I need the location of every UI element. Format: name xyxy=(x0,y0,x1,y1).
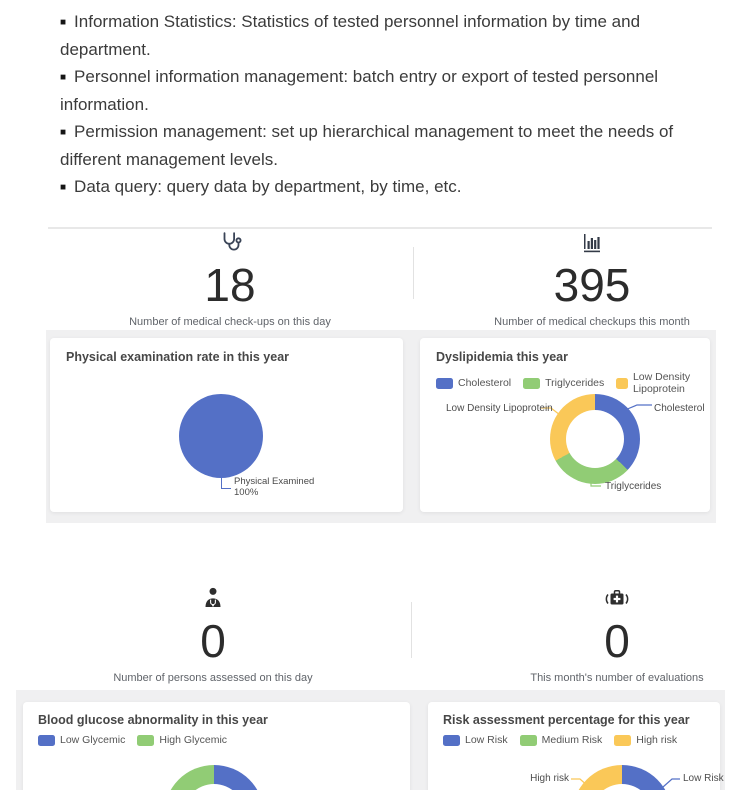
stat-persons-assessed-today xyxy=(53,586,373,684)
blood-glucose-donut[interactable] xyxy=(164,765,264,790)
chart-legend xyxy=(436,371,710,395)
legend-swatch xyxy=(436,378,453,389)
legend-item-low-density-lipoprotein[interactable] xyxy=(616,371,710,395)
risk-assessment-donut[interactable] xyxy=(572,765,672,790)
legend-label: Low Density Lipoprotein xyxy=(632,371,691,395)
callout-label-high-risk: High risk xyxy=(530,773,569,784)
chart-title: Dyslipidemia this year xyxy=(436,350,569,364)
legend-label: High Glycemic xyxy=(159,734,228,746)
top-stats-top-border xyxy=(48,227,712,229)
bar-chart-icon xyxy=(580,230,604,254)
doctor-stethoscope-dot xyxy=(212,605,214,607)
legend-swatch xyxy=(616,378,628,389)
legend-item-triglycerides[interactable] xyxy=(523,377,604,389)
physical-examined-pie[interactable] xyxy=(179,394,263,478)
stat-medical-checkups-month xyxy=(432,230,750,328)
legend-swatch xyxy=(614,735,631,746)
intro-item-text: Data query: query data by department, by time, etc. xyxy=(74,177,462,196)
legend-label: Medium Risk xyxy=(541,734,603,746)
low-risk-leader-line xyxy=(663,779,680,787)
stethoscope-u xyxy=(225,233,235,244)
card-risk-assessment-percentage xyxy=(428,702,724,790)
pie-label-value: 100% xyxy=(234,486,259,498)
chart-title: Physical examination rate in this year xyxy=(66,350,290,364)
legend-label: Low Glycemic xyxy=(60,734,126,746)
stat-value: 18 xyxy=(204,259,256,311)
legend-item-medium-risk[interactable] xyxy=(520,734,603,746)
callout-label-cholesterol: Cholesterol xyxy=(654,403,705,414)
pie-label-name: Physical Examined xyxy=(234,476,315,487)
axis-vertical xyxy=(584,234,586,249)
callout-label-triglycerides: Triglycerides xyxy=(605,481,662,492)
card-physical-examination-rate xyxy=(50,338,403,512)
intro-item xyxy=(60,63,705,118)
dyslipidemia-donut[interactable] xyxy=(550,394,640,484)
side-arc-left xyxy=(606,595,608,604)
stethoscope-icon xyxy=(218,230,242,254)
stat-value: 395 xyxy=(553,259,631,311)
bar xyxy=(594,240,596,249)
legend-swatch xyxy=(523,378,540,389)
kit-handle xyxy=(615,591,620,594)
bar xyxy=(597,237,599,249)
stat-label: Number of medical check-ups on this day xyxy=(129,316,331,329)
intro-item xyxy=(60,8,705,63)
stat-label: Number of persons assessed on this day xyxy=(113,672,313,685)
intro-item-text: Personnel information management: batch entry or export of tested personnel information. xyxy=(60,67,659,114)
stat-label: Number of medical checkups this month xyxy=(494,316,690,329)
donut-hole xyxy=(566,410,624,468)
card-dyslipidemia xyxy=(420,338,710,512)
square-bullet-icon: ■ xyxy=(60,72,67,83)
side-arc-right xyxy=(626,595,628,604)
pie-label xyxy=(234,477,314,498)
donut-hole xyxy=(591,784,653,790)
axis-underline xyxy=(584,251,600,253)
callout-label-ldl: Low Density Lipoprotein xyxy=(446,403,553,414)
legend-label: Triglycerides xyxy=(545,377,605,389)
donut-hole xyxy=(183,784,245,790)
bar xyxy=(588,241,590,249)
legend-swatch xyxy=(520,735,537,746)
stat-value: 0 xyxy=(200,615,226,667)
legend-swatch xyxy=(137,735,154,746)
legend-item-high-risk[interactable] xyxy=(614,734,677,746)
bar xyxy=(591,238,593,249)
legend-item-high-glycemic[interactable] xyxy=(137,734,227,746)
bottom-stats-divider xyxy=(411,602,412,658)
card-blood-glucose-abnormality xyxy=(23,702,410,790)
cross-horizontal xyxy=(614,598,621,600)
square-bullet-icon: ■ xyxy=(60,127,67,138)
doctor-icon xyxy=(201,586,225,610)
legend-swatch xyxy=(443,735,460,746)
chart-title: Risk assessment percentage for this year xyxy=(443,713,690,727)
intro-item-text: Information Statistics: Statistics of tested personnel information by time and department. xyxy=(60,12,641,59)
legend-item-low-glycemic[interactable] xyxy=(38,734,125,746)
intro-text-block xyxy=(60,8,705,201)
callout-label-low-risk: Low Risk xyxy=(683,773,724,784)
pie-label-leader-line xyxy=(221,477,231,489)
stat-evaluations-month xyxy=(457,586,750,684)
legend-label: Cholesterol xyxy=(458,377,512,389)
legend-label: High risk xyxy=(636,734,678,746)
stat-label: This month's number of evaluations xyxy=(530,672,704,685)
legend-label: Low Risk xyxy=(465,734,508,746)
stat-medical-checkups-today xyxy=(70,230,390,328)
chart-title: Blood glucose abnormality in this year xyxy=(38,713,268,727)
intro-item xyxy=(60,173,705,201)
top-stats-divider xyxy=(413,247,414,299)
first-aid-kit-icon xyxy=(605,586,629,610)
square-bullet-icon: ■ xyxy=(60,182,67,193)
intro-item xyxy=(60,118,705,173)
legend-swatch xyxy=(38,735,55,746)
stethoscope-chestpiece xyxy=(236,238,240,242)
square-bullet-icon: ■ xyxy=(60,17,67,28)
intro-item-text: Permission management: set up hierarchical management to meet the needs of different management levels. xyxy=(60,122,674,169)
legend-item-low-risk[interactable] xyxy=(443,734,508,746)
legend-item-cholesterol[interactable] xyxy=(436,377,511,389)
chart-legend xyxy=(443,734,677,746)
doctor-head xyxy=(210,588,217,595)
stat-value: 0 xyxy=(604,615,630,667)
chart-legend xyxy=(38,734,227,746)
